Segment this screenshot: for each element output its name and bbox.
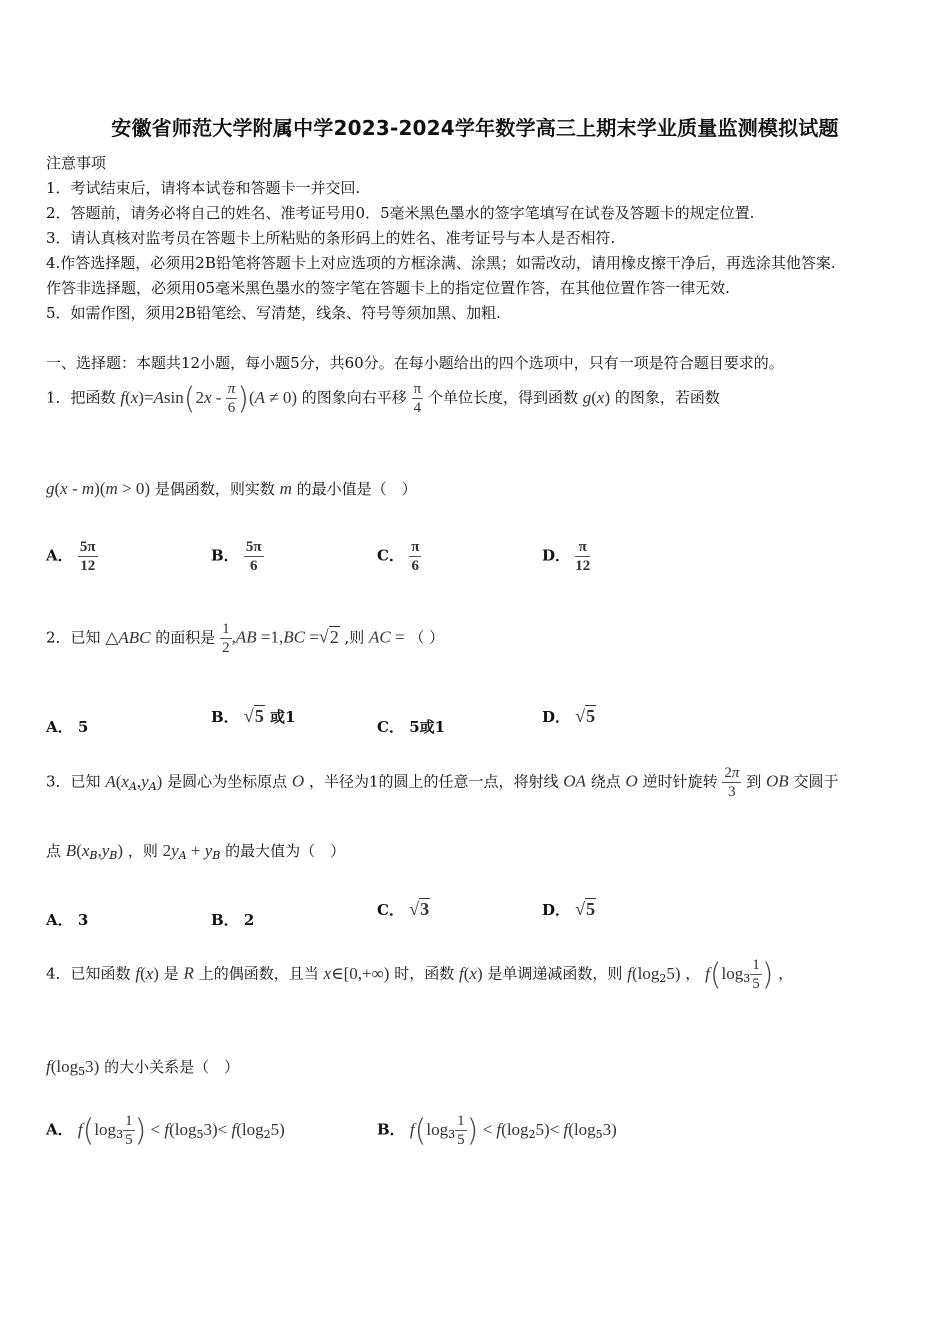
- question-1-line-1: [46, 380, 720, 417]
- notice-item-4b: 作答非选择题，必须用05毫米黑色墨水的签字笔在答题卡上的指定位置作答，在其他位置作答一律无效.: [46, 279, 730, 297]
- sqrt-5: √5: [575, 706, 596, 726]
- q4-f-log5-3: $f(\log_53)$: [46, 1057, 100, 1078]
- q4-option-b[interactable]: [377, 1112, 617, 1149]
- q1-text-c: 个单位长度，得到函数: [427, 388, 578, 407]
- notice-item-5: 5．如需作图，须用2B铅笔绘、写清楚，线条、符号等须加黑、加粗.: [46, 304, 501, 322]
- q3-ray-ob: OB: [765, 771, 789, 791]
- section-heading: 一、选择题：本题共12小题，每小题5分，共60分。在每小题给出的四个选项中，只有一项是符合题目要求的。: [46, 354, 784, 372]
- q1-formula-g: g(x): [582, 387, 611, 407]
- q3-origin: O: [291, 771, 305, 791]
- q1-option-d[interactable]: [542, 538, 590, 575]
- question-1-line-2: [46, 478, 417, 499]
- option-text: 或1: [270, 708, 296, 726]
- option-text: 3: [77, 911, 89, 929]
- option-label: C．: [377, 901, 404, 919]
- q4-interval: x∈[0,+∞): [323, 963, 390, 983]
- q3-expression: $2y_A + y_B$: [162, 841, 221, 862]
- q1-option-b[interactable]: [211, 538, 264, 575]
- option-text: 2: [243, 911, 255, 929]
- q4-text-f: ，: [685, 964, 701, 983]
- q3-text-a: 3．已知: [46, 772, 101, 791]
- q4-real-set: R: [183, 963, 194, 983]
- q1-shift-fraction: $\frac{\pi}{4}$: [413, 381, 422, 416]
- notice-item-4: 4.作答选择题，必须用2B铅笔将答题卡上对应选项的方框涂满、涂黑；如需改动，请用橡皮擦干净后，再选涂其他答案.: [46, 254, 836, 272]
- q3-text-g: 交圆于: [793, 772, 839, 791]
- question-3-line-1: [46, 764, 838, 801]
- option-numerator: π: [575, 538, 590, 557]
- q4-text-e: 是单调递减函数，则: [487, 964, 623, 983]
- q1-formula-f: f(x)=Asin(2x - $\frac{\pi}{6}$ )(A ≠ 0): [120, 381, 297, 416]
- q1-text-f: 的最小值是（ ）: [296, 480, 417, 498]
- q3-text-b: 是圆心为坐标原点: [167, 772, 288, 791]
- q2-ac: AC: [369, 627, 391, 647]
- page-title: 安徽省师范大学附属中学2023-2024学年数学高三上期末学业质量监测模拟试题: [111, 116, 839, 140]
- q2-area-fraction: $\frac{1}{2}$: [222, 621, 230, 656]
- sqrt-3: √3: [409, 899, 430, 919]
- option-numerator: 5π: [79, 539, 96, 555]
- q4-text-b: 是: [163, 964, 179, 983]
- q4-f-log3-1-5: $f(\log_3$ $\frac{1}{5}$ ): [705, 957, 774, 992]
- question-4-line-2: [46, 1056, 239, 1078]
- q1-formula-gm: g(x - m)(m > 0): [46, 479, 151, 498]
- q1-option-a[interactable]: [46, 538, 98, 575]
- q4-f-log2-5: $f(\log_25)$: [627, 963, 681, 985]
- q3-point-b: $B(x_B,y_B)$: [65, 841, 124, 862]
- q2-sqrt-2: √2: [318, 626, 339, 647]
- q3-text-d: 绕点: [590, 772, 621, 791]
- option-formula: $f(\log_3$ $\frac{1}{5}$ ) < $f(\log_25)< f(\log_53)$: [409, 1113, 617, 1148]
- q4-text-d: 时，函数: [394, 964, 455, 983]
- option-label: A．: [46, 911, 73, 929]
- q3-point-a: $A(x_A,y_A)$: [105, 771, 163, 793]
- q2-option-a[interactable]: [46, 716, 88, 737]
- q3-option-a[interactable]: [46, 909, 88, 930]
- q2-option-b[interactable]: [211, 706, 295, 727]
- q4-f: f(x): [135, 963, 159, 983]
- notice-heading: 注意事项: [46, 154, 107, 172]
- option-label: D．: [542, 708, 571, 726]
- q4-text-a: 4．已知函数: [46, 964, 131, 983]
- q1-text-a: 1．把函数: [46, 388, 116, 407]
- q2-option-d[interactable]: [542, 706, 596, 727]
- notice-item-2: 2．答题前，请务必将自己的姓名、准考证号用0．5毫米黑色墨水的签字笔填写在试卷及答题卡的规定位置.: [46, 204, 755, 222]
- q3-origin-2: O: [625, 771, 638, 791]
- q2-text-c: ,则: [344, 628, 365, 647]
- question-3-line-2: [46, 840, 345, 862]
- q3-text-f: 到: [746, 772, 762, 791]
- option-label: B．: [377, 1120, 405, 1139]
- sqrt-5: √5: [575, 899, 596, 919]
- q3-text-j: 的最大值为（ ）: [225, 842, 346, 860]
- sqrt-5: √5: [243, 706, 264, 726]
- option-label: D．: [542, 546, 571, 565]
- q2-text-a: 2．已知: [46, 628, 101, 647]
- q3-option-d[interactable]: [542, 899, 596, 920]
- option-denominator: 12: [80, 558, 96, 574]
- q2-text-b: 的面积是: [155, 628, 216, 647]
- question-4-line-1: [46, 956, 793, 993]
- option-denominator: 6: [411, 558, 420, 574]
- q1-text-e: 是偶函数，则实数: [154, 480, 275, 498]
- option-label: A．: [46, 718, 73, 736]
- option-label: A．: [46, 1120, 73, 1139]
- option-label: B．: [211, 546, 239, 565]
- q3-option-c[interactable]: [377, 899, 430, 920]
- q3-ray-oa: OA: [563, 771, 586, 791]
- option-label: C．: [377, 718, 404, 736]
- question-2-line-1: 2．已知 △ABC 的面积是 $\frac{1}{2}$ ,AB =1,BC =√2 ,则 AC = （ ）: [46, 621, 445, 656]
- option-text: 5: [77, 718, 89, 736]
- option-label: C．: [377, 546, 404, 565]
- option-fraction: [575, 538, 590, 575]
- option-label: B．: [211, 911, 239, 929]
- q4-f-2: f(x): [459, 963, 483, 983]
- option-fraction: [78, 538, 98, 575]
- q3-angle-fraction: $\frac{2\pi}{3}$: [724, 765, 740, 800]
- q3-text-e: 逆时针旋转: [642, 772, 718, 791]
- q2-text-d: （ ）: [409, 628, 445, 647]
- q4-text-c: 上的偶函数，且当: [198, 964, 319, 983]
- q1-text-b: 的图象向右平移: [301, 388, 407, 407]
- option-label: B．: [211, 708, 239, 726]
- q4-text-g: ，: [778, 964, 794, 983]
- notice-item-1: 1．考试结束后，请将本试卷和答题卡一并交回.: [46, 179, 361, 197]
- q1-var-m: m: [279, 479, 292, 498]
- q3-option-b[interactable]: [211, 909, 254, 930]
- option-numerator: 5π: [245, 539, 262, 555]
- option-label: A．: [46, 546, 73, 565]
- option-numerator: π: [411, 539, 420, 555]
- q2-option-c[interactable]: [377, 716, 445, 737]
- option-formula: $f(\log_3$ $\frac{1}{5}$ ) < $f(\log_53)< f(\log_25)$: [77, 1113, 285, 1148]
- q1-option-c[interactable]: [377, 538, 421, 575]
- q4-option-a[interactable]: [46, 1112, 285, 1149]
- option-denominator: 12: [575, 558, 591, 574]
- q4-text-h: 的大小关系是（ ）: [104, 1058, 240, 1076]
- option-label: D．: [542, 901, 571, 919]
- option-fraction: [409, 538, 421, 575]
- option-denominator: 6: [250, 558, 258, 574]
- notice-item-3: 3．请认真核对监考员在答题卡上所粘贴的条形码上的姓名、准考证号与本人是否相符.: [46, 229, 616, 247]
- option-text: 5或1: [409, 718, 446, 736]
- q3-text-c: ，半径为1的圆上的任意一点，将射线: [308, 772, 559, 791]
- q3-text-h: 点: [46, 842, 62, 860]
- option-fraction: [244, 538, 264, 575]
- q1-text-d: 的图象，若函数: [614, 388, 720, 407]
- q2-triangle: △ABC: [105, 627, 151, 647]
- q3-text-i: ，则: [127, 842, 158, 860]
